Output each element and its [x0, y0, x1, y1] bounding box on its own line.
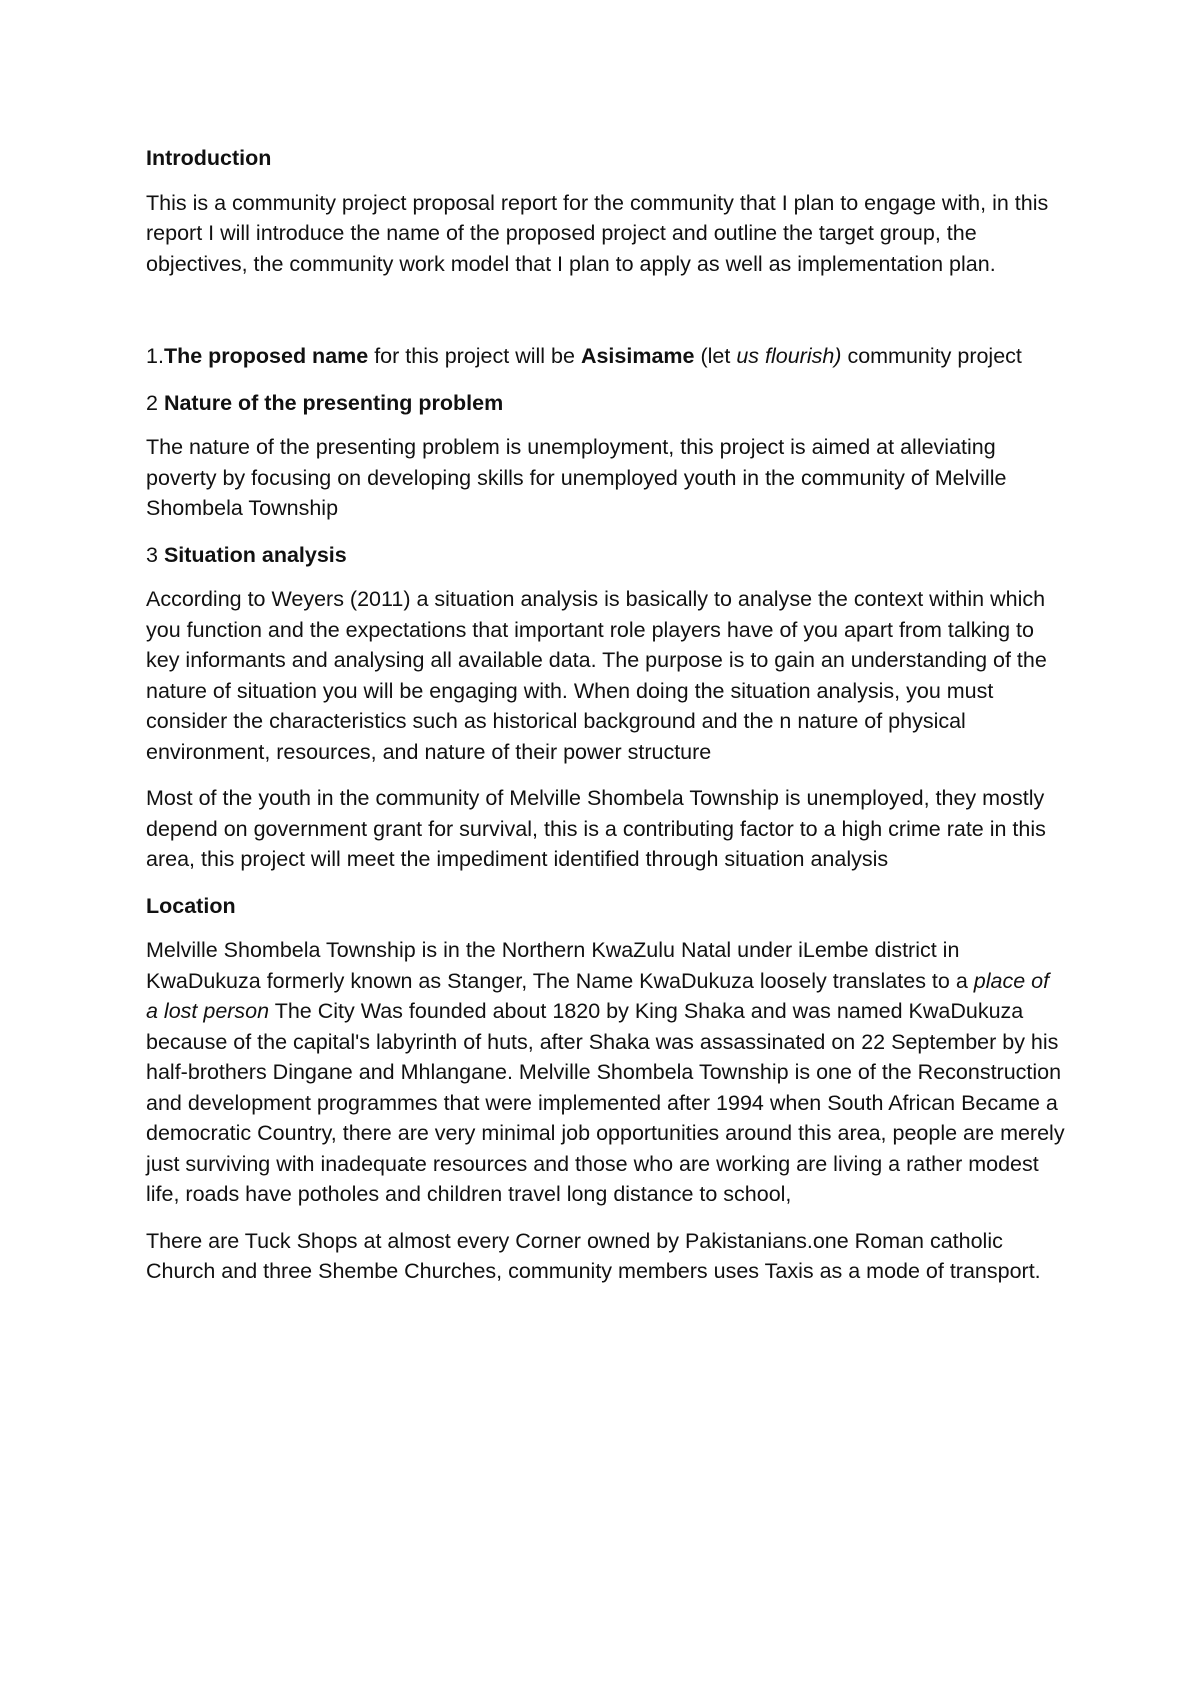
section-2-title: Nature of the presenting problem — [163, 390, 504, 415]
section-3-paragraph-1: According to Weyers (2011) a situation analysis is basically to analyse the context within which you function and the expectations that important role players have of you apart from talking to key informants and analysing all available data. The purpose is to gain an understanding of the nature of situation you will be engaging with. When doing the situation analysis, you must consider the characteristics such as historical background and the n nature of physical environment, resources, and nature of their power structure — [146, 587, 1047, 764]
location-translation: place of a lost person — [146, 968, 1050, 1023]
intro-paragraph: This is a community project proposal report for the community that I plan to engage with, in this report I will introduce the name of the proposed project and outline the target group, the objectives, the community work model that I plan to apply as well as implementation plan. — [146, 190, 1049, 276]
section-1-title: The proposed name — [163, 344, 369, 368]
intro-heading: Introduction — [146, 146, 272, 170]
section-1-text-a: for this project will be — [368, 344, 581, 368]
location-text-a: Melville Shombela Township is in the Northern KwaZulu Natal under iLembe district in KwaDukuza formerly known as Stanger, The Name KwaDukuza loosely translates to a — [146, 938, 974, 993]
document-page — [146, 143, 1066, 1303]
section-3-heading — [146, 540, 1066, 571]
section-2-number: 2 — [146, 390, 164, 415]
section-3-number: 3 — [146, 542, 164, 567]
section-1-text-c: community project — [841, 344, 1022, 368]
spacer — [146, 295, 1066, 341]
section-3-title: Situation analysis — [163, 542, 347, 567]
location-paragraph-2: There are Tuck Shops at almost every Corner owned by Pakistanians.one Roman catholic Church and three Shembe Churches, community members uses Taxis as a mode of transport. — [146, 1228, 1041, 1283]
location-paragraph-1 — [146, 935, 1066, 1210]
section-3-paragraph-2: Most of the youth in the community of Melville Shombela Township is unemployed, they mostly depend on government grant for survival, this is a contributing factor to a high crime rate in this area, this project will meet the impediment identified through situation analysis — [146, 786, 1046, 871]
section-2-heading — [146, 388, 1066, 419]
project-name: Asisimame — [580, 344, 695, 368]
project-name-translation: us flourish) — [736, 344, 842, 368]
location-text-b: The City Was founded about 1820 by King Shaka and was named KwaDukuza because of the capital's labyrinth of huts, after Shaka was assassinated on 22 September by his half-brothers Dingane and Mhlangane. Melville Shombela Township is one of the Reconstruction and development programmes that were implemented after 1994 when South African Became a democratic Country, there are very minimal job opportunities around this area, people are merely just surviving with inadequate resources and those who are working are living a rather modest life, roads have potholes and children travel long distance to school, — [146, 999, 1065, 1206]
section-1-text-b: (let — [694, 344, 737, 368]
section-1-paragraph — [146, 341, 1066, 372]
section-2-paragraph: The nature of the presenting problem is unemployment, this project is aimed at alleviating poverty by focusing on developing skills for unemployed youth in the community of Melville Shombela Township — [146, 435, 1007, 520]
section-1-number: 1. — [146, 344, 164, 368]
location-heading: Location — [146, 893, 236, 918]
